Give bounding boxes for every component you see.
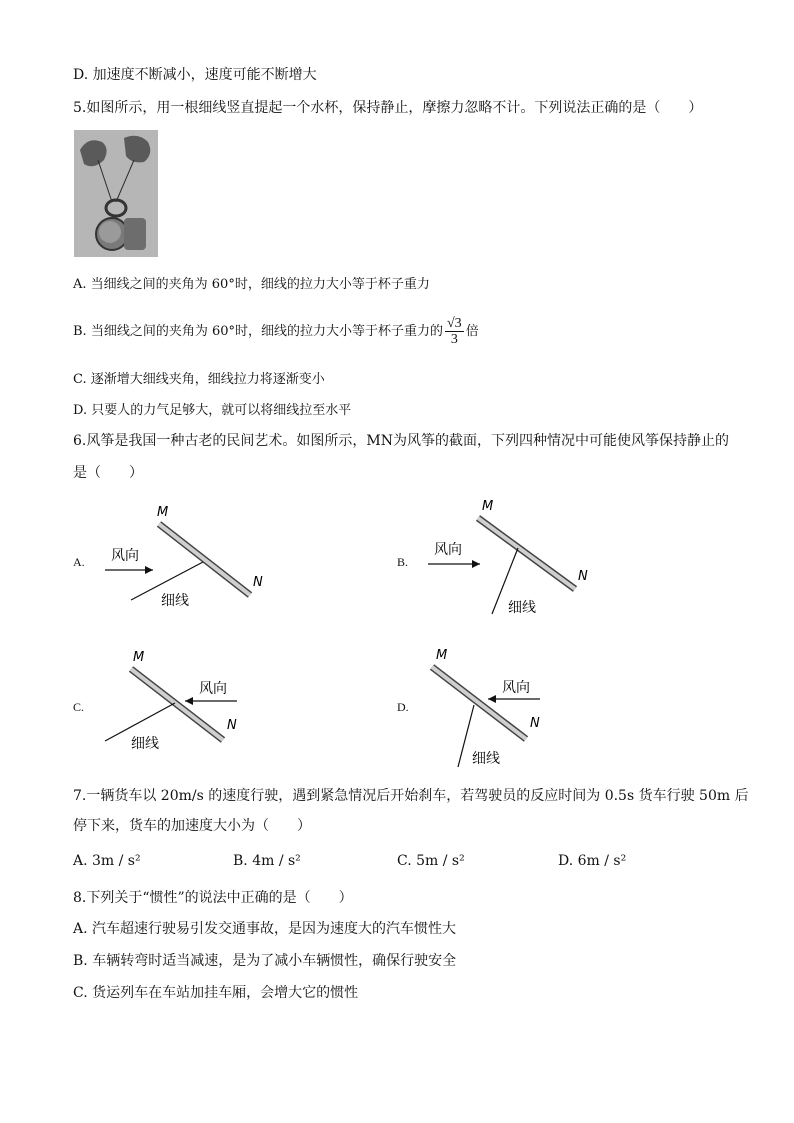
label-wind: 风向 [502, 680, 530, 696]
kite-figure-d [420, 645, 590, 771]
q6-stem-line2: 是（ ） [73, 465, 143, 481]
label-m: M [133, 650, 145, 665]
kite-figure-b [420, 494, 600, 620]
q5-option-b-suffix: 倍 [465, 324, 479, 339]
q6-stem-line1: 6.风筝是我国一种古老的民间艺术。如图所示，MN为风筝的截面，下列四种情况中可能使风筝保持静止的 [73, 433, 729, 449]
q5-option-d: D. 只要人的力气足够大，就可以将细线拉至水平 [73, 403, 352, 418]
label-string: 细线 [161, 593, 189, 609]
cup-photo [74, 130, 158, 257]
fraction-numerator: √3 [447, 316, 462, 331]
label-m: M [157, 505, 169, 520]
sqrt3-over-3-fraction [445, 316, 464, 347]
label-m: M [436, 648, 448, 663]
label-n: N [530, 716, 540, 731]
fig-d-label: D. [397, 700, 409, 714]
q5-option-a: A. 当细线之间的夹角为 60°时，细线的拉力大小等于杯子重力 [73, 277, 430, 292]
q7-option-a: A. 3m / s² [73, 853, 141, 869]
q7-option-c: C. 5m / s² [397, 853, 465, 869]
label-string: 细线 [508, 600, 536, 616]
q5-option-c: C. 逐渐增大细线夹角，细线拉力将逐渐变小 [73, 372, 325, 387]
fig-b-label: B. [397, 555, 409, 569]
q5-stem: 5.如图所示，用一根细线竖直提起一个水杯，保持静止，摩擦力忽略不计。下列说法正确的是（ ） [73, 100, 703, 116]
fig-c-label: C. [73, 700, 85, 714]
label-m: M [482, 499, 494, 514]
kite-figure-a [95, 500, 265, 610]
fig-a-label: A. [73, 555, 85, 569]
label-n: N [578, 569, 588, 584]
q7-stem-line2: 停下来，货车的加速度大小为（ ） [73, 818, 311, 834]
q7-option-d: D. 6m / s² [558, 853, 627, 869]
label-wind: 风向 [111, 548, 139, 564]
q7-stem-line1: 7.一辆货车以 20m/s 的速度行驶，遇到紧急情况后开始刹车，若驾驶员的反应时间为 0.5s 货车行驶 50m 后 [73, 788, 749, 804]
label-wind: 风向 [434, 542, 462, 558]
label-string: 细线 [131, 736, 159, 752]
q4-option-d: D. 加速度不断减小，速度可能不断增大 [73, 67, 317, 83]
label-wind: 风向 [199, 681, 227, 697]
fraction-denominator: 3 [450, 332, 458, 347]
label-n: N [227, 718, 237, 733]
q8-option-b: B. 车辆转弯时适当减速，是为了减小车辆惯性，确保行驶安全 [73, 953, 457, 969]
q8-stem: 8.下列关于“惯性”的说法中正确的是（ ） [73, 890, 353, 906]
q8-option-c: C. 货运列车在车站加挂车厢，会增大它的惯性 [73, 985, 359, 1001]
kite-figure-c [95, 645, 265, 755]
q5-option-b-text: B. 当细线之间的夹角为 60°时，细线的拉力大小等于杯子重力的 [73, 324, 443, 339]
q8-option-a: A. 汽车超速行驶易引发交通事故，是因为速度大的汽车惯性大 [73, 921, 457, 937]
label-string: 细线 [472, 751, 500, 767]
label-n: N [253, 575, 263, 590]
q5-option-b [73, 316, 479, 348]
q7-option-b: B. 4m / s² [233, 853, 301, 869]
